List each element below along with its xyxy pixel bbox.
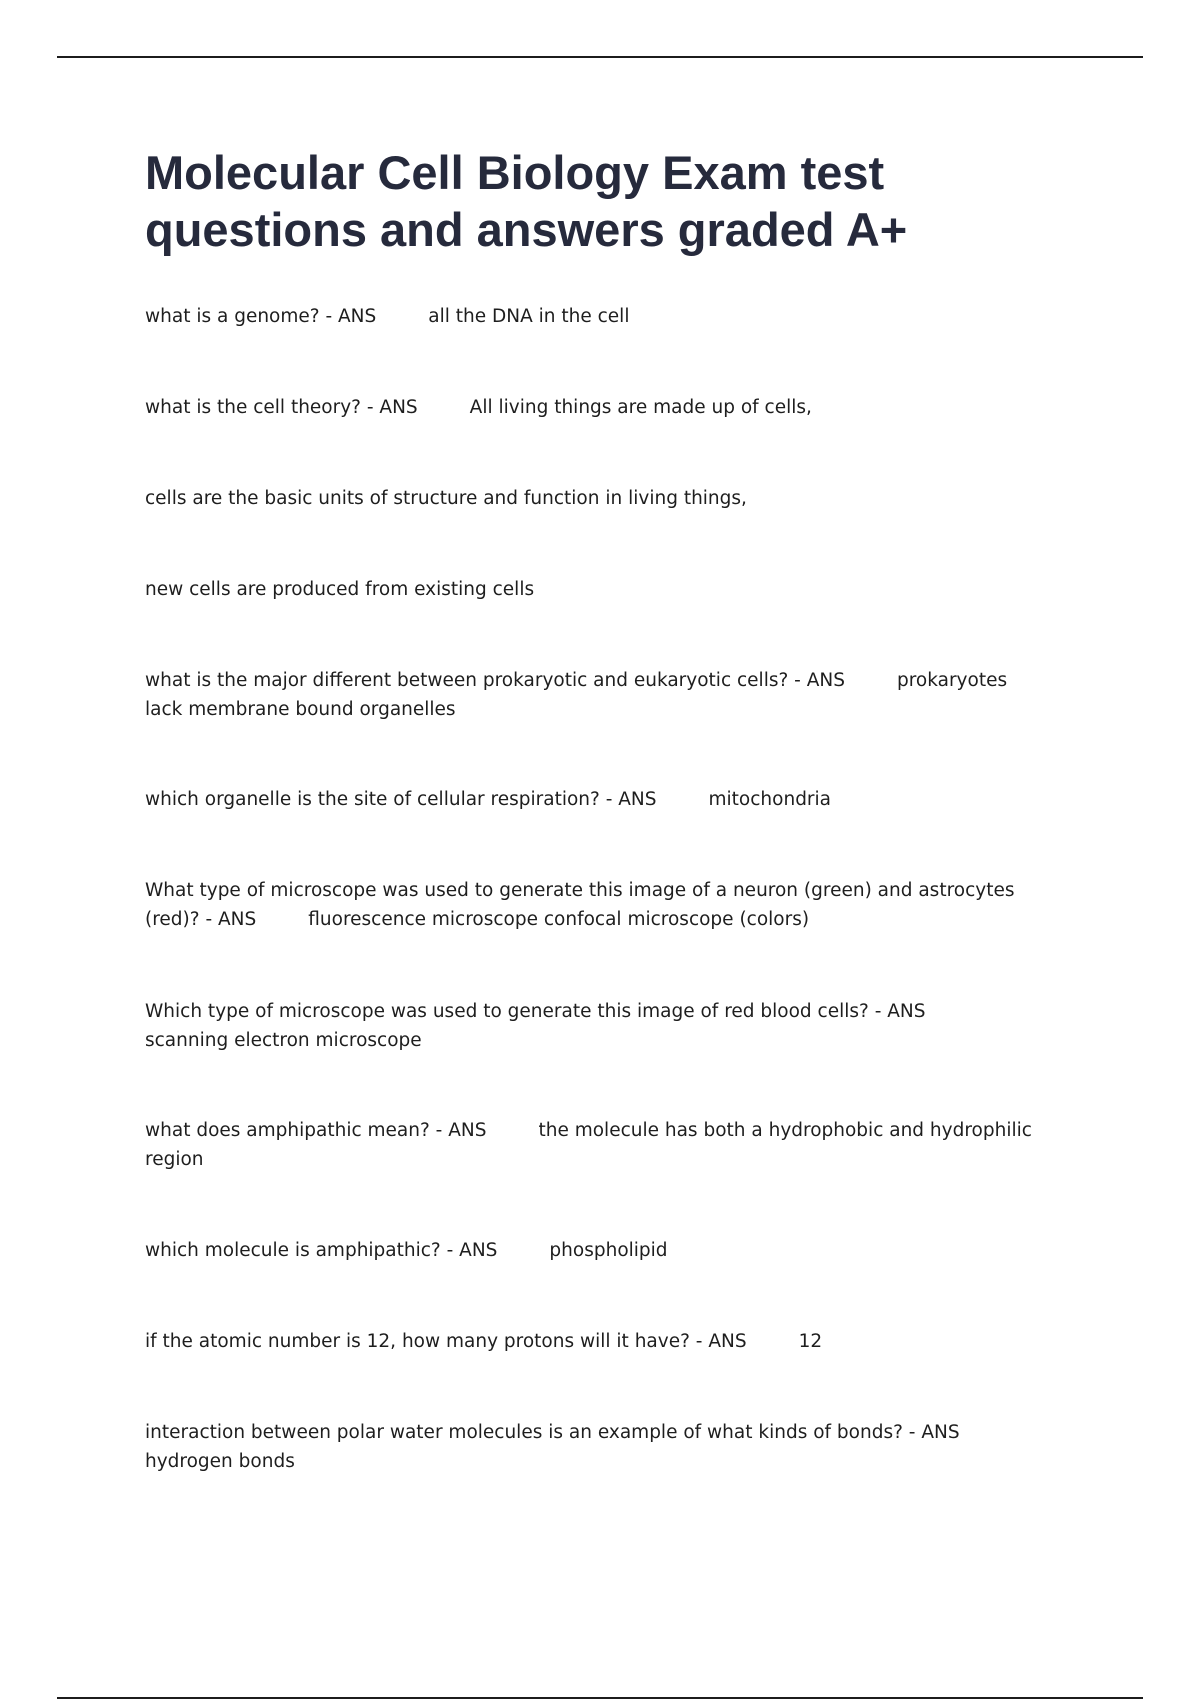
qa-item-3	[145, 484, 1050, 513]
page-title: Molecular Cell Biology Exam test questions and answers graded A+	[145, 146, 908, 256]
question: interaction between polar water molecules is an example of what kinds of bonds? - ANS	[145, 1422, 960, 1443]
answer: hydrogen bonds	[145, 1451, 295, 1472]
question: what is a genome? - ANS	[145, 306, 377, 327]
bottom-rule	[57, 1697, 1143, 1699]
answer: fluorescence microscope confocal microscope (colors)	[308, 909, 810, 930]
question: if the atomic number is 12, how many protons will it have? - ANS	[145, 1331, 747, 1352]
qa-item-9	[145, 1116, 1050, 1174]
qa-item-4	[145, 575, 1050, 604]
question: Which type of microscope was used to generate this image of red blood cells? - ANS	[145, 1001, 926, 1022]
answer: mitochondria	[708, 789, 832, 810]
qa-item-1	[145, 302, 1050, 331]
answer: phospholipid	[549, 1240, 668, 1261]
question: cells are the basic units of structure and function in living things,	[145, 488, 747, 509]
question: What type of microscope was used to generate this image of a neuron (green) and astrocytes (red)? - ANS	[145, 880, 1015, 930]
qa-item-6	[145, 785, 1050, 814]
answer: 12	[798, 1331, 823, 1352]
question: which molecule is amphipathic? - ANS	[145, 1240, 498, 1261]
answer: the molecule has both a hydrophobic and hydrophilic region	[145, 1120, 1032, 1170]
qa-item-7	[145, 876, 1050, 934]
qa-item-8	[145, 997, 1050, 1055]
qa-item-12	[145, 1418, 1050, 1476]
question: which organelle is the site of cellular respiration? - ANS	[145, 789, 657, 810]
question: what is the major different between prokaryotic and eukaryotic cells? - ANS	[145, 670, 845, 691]
answer: all the DNA in the cell	[428, 306, 630, 327]
answer: prokaryotes lack membrane bound organelles	[145, 670, 1008, 720]
answer: All living things are made up of cells,	[469, 397, 812, 418]
qa-item-2	[145, 393, 1050, 422]
question: new cells are produced from existing cells	[145, 579, 535, 600]
answer: scanning electron microscope	[145, 1030, 422, 1051]
qa-item-11	[145, 1327, 1050, 1356]
qa-item-5	[145, 666, 1050, 724]
question: what is the cell theory? - ANS	[145, 397, 418, 418]
qa-item-10	[145, 1236, 1050, 1265]
question: what does amphipathic mean? - ANS	[145, 1120, 487, 1141]
top-rule	[57, 56, 1143, 58]
